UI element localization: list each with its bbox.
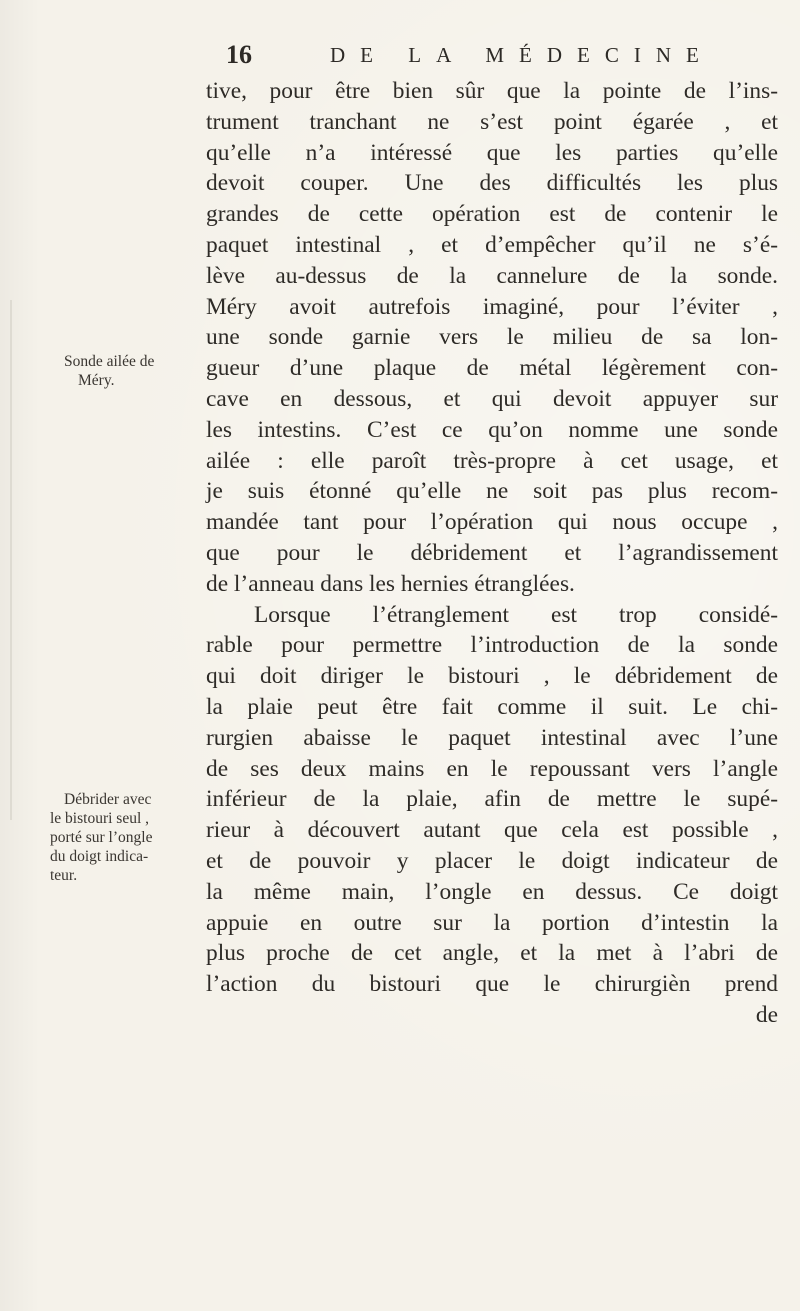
margin-note-line: le bistouri seul , (50, 810, 150, 827)
text-line: je suis étonné qu’elle ne soit pas plus recom- (206, 478, 778, 505)
text-line: cave en dessous, et qui devoit appuyer sur (206, 385, 778, 412)
text-line: Méry avoit autrefois imaginé, pour l’éviter , (206, 293, 778, 320)
text-line: ailée : elle paroît très-propre à cet usage, et (206, 447, 778, 474)
text-line: appuie en outre sur la portion d’intestin la (206, 909, 778, 936)
margin-note-debrider (50, 790, 202, 885)
text-line: lève au-dessus de la cannelure de la sonde. (206, 262, 778, 289)
page-edge-shadow (10, 300, 12, 820)
text-line: rable pour permettre l’introduction de la sonde (206, 632, 778, 659)
text-line: grandes de cette opération est de contenir le (206, 201, 778, 228)
running-head: DE LA MÉDECINE (330, 43, 714, 67)
text-line: qu’elle n’a intéressé que les parties qu’elle (206, 139, 778, 166)
margin-note-line: porté sur l’ongle (50, 829, 153, 846)
text-line: la même main, l’ongle en dessus. Ce doigt (206, 878, 778, 905)
text-line: la plaie peut être fait comme il suit. Le chi- (206, 693, 778, 720)
text-line: rieur à découvert autant que cela est possible , (206, 817, 778, 844)
text-line: de l’anneau dans les hernies étranglées. (206, 570, 575, 597)
text-line: paquet intestinal , et d’empêcher qu’il ne s’é- (206, 231, 778, 258)
margin-note-sonde-ailee (64, 352, 204, 390)
text-line: les intestins. C’est ce qu’on nomme une sonde (206, 416, 778, 443)
text-line: tive, pour être bien sûr que la pointe de l’ins- (206, 78, 778, 104)
text-line: gueur d’une plaque de métal légèrement con- (206, 355, 778, 382)
body-text (206, 76, 778, 1031)
text-line: rurgien abaisse le paquet intestinal avec l’une (206, 724, 778, 751)
page-number: 16 (226, 40, 252, 69)
margin-note-line: Débrider avec (64, 791, 152, 808)
text-line: devoit couper. Une des difficultés les plus (206, 170, 778, 197)
text-line: une sonde garnie vers le milieu de sa lon- (206, 324, 778, 351)
margin-note-line: Sonde ailée de (64, 353, 155, 370)
text-line: que pour le débridement et l’agrandissement (206, 539, 778, 566)
text-line: et de pouvoir y placer le doigt indicateur de (206, 847, 778, 874)
text-line: mandée tant pour l’opération qui nous occupe , (206, 509, 778, 536)
page-header (226, 40, 756, 74)
text-line: de ses deux mains en le repoussant vers l’angle (206, 755, 778, 782)
text-line: trument tranchant ne s’est point égarée , et (206, 108, 778, 135)
text-line: l’action du bistouri que le chirurgièn prend (206, 971, 778, 998)
margin-note-line: Méry. (78, 372, 115, 389)
catchword: de (755, 1001, 778, 1028)
text-line: Lorsque l’étranglement est trop considé- (254, 601, 778, 628)
margin-note-line: teur. (50, 867, 78, 884)
text-line: inférieur de la plaie, afin de mettre le supé- (206, 786, 778, 813)
text-line: qui doit diriger le bistouri , le débridement de (206, 663, 778, 690)
text-line: plus proche de cet angle, et la met à l’abri de (206, 940, 778, 967)
margin-note-line: du doigt indica- (50, 848, 149, 865)
